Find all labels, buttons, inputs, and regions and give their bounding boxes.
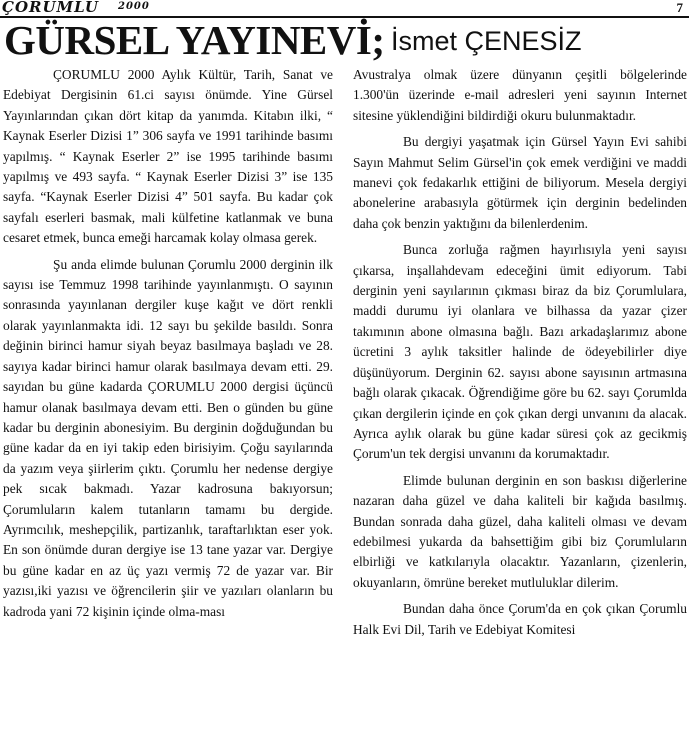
- author-name: İsmet ÇENESİZ: [391, 26, 582, 56]
- page-header: [0, 0, 689, 16]
- paragraph: ÇORUMLU 2000 Aylık Kültür, Tarih, Sanat ve Edebiyat Dergisinin 61.ci sayısı önümde. Yine Gürsel Yayınlarından çıkan dört kitap da yanımda. Kitabın ilki, “ Kaynak Eserler Dizisi 1” 306 sayfa ve 1991 tarihinde basımı yapılmış. “ Kaynak Eserler 2” ise 1995 tarihinde basımı yapılmış ve 493 sayfa. “ Kaynak Eserler Dizisi 3” ise 135 sayfa. “Kaynak Eserler Dizisi 4” 501 sayfa. Bu kadar çok sayfalı eserleri basmak, mali külfetine katlanmak ve buna cesaret etmek, bunca emeği harcamak kolay olmasa gerek.: [3, 67, 333, 246]
- paragraph: Elimde bulunan derginin en son baskısı diğerlerine nazaran daha güzel ve daha kaliteli bir kağıda basılmış. Bundan sonrada daha güzel, daha kaliteli olması ve devam edebilmesi yukarda da bahsettiğim gibi biz Çorumluların elbirliği ve katkılarıyla olacaktır. Yazanların, çizenlerin, okuyanların, ömrüne bereket mutluluklar dilerim.: [353, 472, 687, 590]
- paragraph: Bundan daha önce Çorum'da en çok çıkan Çorumlu Halk Evi Dil, Tarih ve Edebiyat Komitesi: [353, 601, 687, 637]
- left-column: [3, 65, 333, 622]
- paragraph: Bu dergiyi yaşatmak için Gürsel Yayın Evi sahibi Sayın Mahmut Selim Gürsel'in çok emek verdiğini ve maddi manevi çok fedakarlık ettiğini de biliyorum. Mesela dergiyi abonelerine arabasıyla götürmek için derginin bedelinden daha çok benzin yaktığını da bilenlerdenim.: [353, 134, 687, 231]
- title-separator: ;: [371, 17, 386, 63]
- paragraph: Avustralya olmak üzere dünyanın çeşitli bölgelerinde 1.300'ün üzerinde e-mail adresleri yeni sayının Internet sitesine yüklendiğini bildirdiği okuru bulunmaktadır.: [353, 67, 687, 123]
- magazine-year: 2000: [118, 1, 150, 12]
- title-main: GÜRSEL YAYINEVİ: [4, 17, 372, 63]
- page-number: 7: [676, 0, 683, 15]
- paragraph: Bunca zorluğa rağmen hayırlısıyla yeni sayısı çıkarsa, inşallahdevam edeceğini ümit ediyorum. Tabi derginin yeni sayılarının çıkması biraz da biz Çorumlulara, maddi durumu iyi olanlara ve bilhassa da yazar çizer takımının abone olmasına bağlı. Bazı arkadaşlarımız abone ücretini 3 aylık taksitler halinde de ödeyebilirler diye düşünüyorum. Derginin 62. sayısı abone sayısının artmasına bağlı olarak çıkacak. Öğrendiğime göre bu 62. sayı Çorumlda çıkan dergilerin içinde en çok çıkan dergi unvanını da alacak. Ayrıca aylık olarak bu güne kadar süresi çok az gecikmiş Çorum'un tek dergisi unvanını da korumaktadır.: [353, 242, 687, 462]
- article-title: [4, 18, 689, 62]
- right-column: [353, 65, 687, 640]
- paragraph: Şu anda elimde bulunan Çorumlu 2000 derginin ilk sayısı ise Temmuz 1998 tarihinde yayınlanmıştı. O sayının sonrasında yayınlanan dergiler kuşe kağıt ve dört renkli olarak yayınlanmakta idi. 12 sayı bu şekilde basıldı. Sonra değinin birinci hamur siyah beyaz basılmaya başladı ve 28. sayıya kadar birinci hamur olarak basılmaya devam etti. 29. sayıdan bu güne kadarda ÇORUMLU 2000 dergisi üçüncü hamur olanak basılmaya devam etti. Ben o günden bu güne kadar bu derginin abonesiyim. Bu derginin doğduğundan bu güne kadar da en iyi takip eden birisiyim. Çoğu sayılarında da yazım veya şiirlerim çıktı. Çorumlu her nedense dergiye pek sıcak bakmadı. Yazar kadrosuna bakıyorsun; Çorumluların kalem tutanların tamamı bu dergide. Ayrımcılık, meshepçilik, partizanlık, taraftarlıktan eser yok. En son önümde duran dergiye ise 13 tane yazar var. Dergiye bu güne kadar en az üç yazı vermiş 72 de yazar var. Bir yazısı,iki yazısı ve öğrencilerin şiir ve yazıları olanların bu kadroda yani 72 kişinin içinde olma-ması: [3, 256, 333, 619]
- magazine-brand: ÇORUMLU: [2, 0, 99, 16]
